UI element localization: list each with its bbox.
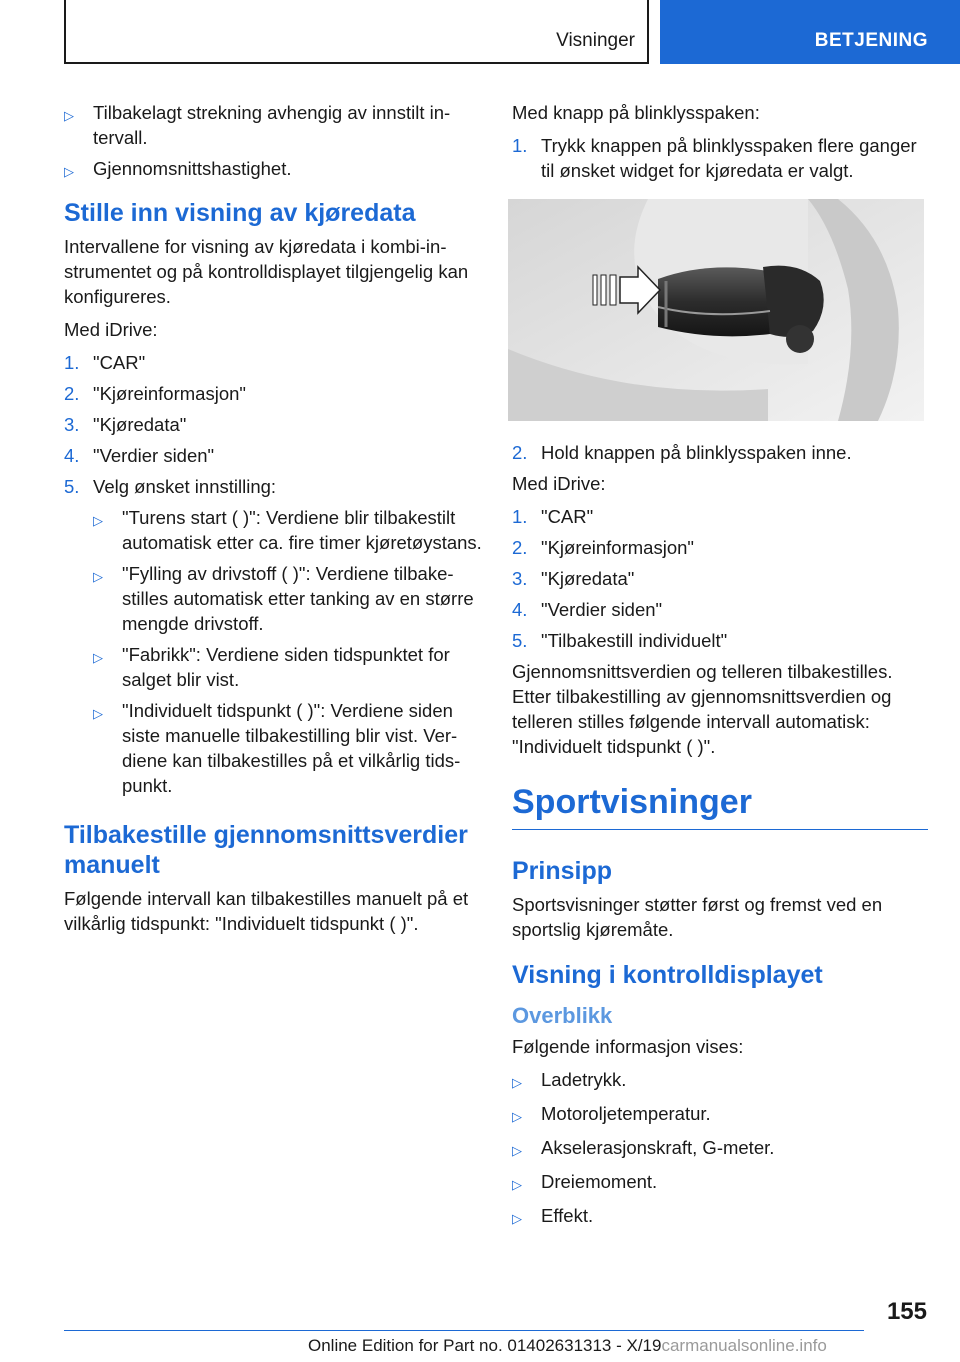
paragraph: Sportsvisninger støtter først og fremst ved en sportslig kjøremåte. <box>512 894 883 940</box>
footer-text: Online Edition for Part no. 01402631313 - X/19 <box>308 1336 662 1355</box>
step-item: 2. Hold knappen på blinklysspaken inne. <box>512 442 852 463</box>
footer-divider <box>64 1330 864 1331</box>
triangle-bullet-icon: ▷ <box>64 108 74 123</box>
paragraph: Følgende intervall kan tilbakestilles manuelt på et vilkårlig tidspunkt: "Individuelt tidspunkt ( )". <box>64 888 469 934</box>
list-item: ▷ "Turens start ( )": Verdiene blir tilbakestilt automatisk etter ca. fire timer kjøretøystans. <box>93 507 482 553</box>
footer-watermark: carmanualsonline.info <box>661 1336 827 1355</box>
step-item: 4. "Verdier siden" <box>64 445 215 466</box>
step-item: 5. Velg ønsket innstilling: <box>64 476 277 497</box>
step-item: 1. "CAR" <box>512 506 594 527</box>
turn-signal-lever-photo <box>508 199 924 421</box>
heading-sportvisninger: Sportvisninger <box>512 781 928 830</box>
sub-list <box>64 505 484 798</box>
step-item: 1. Trykk knappen på blinklysspaken flere ganger til ønsket widget for kjøredata er valgt. <box>512 135 917 181</box>
list-item: ▷ Dreiemoment. <box>512 1169 928 1197</box>
list-item: ▷ Tilbakelagt strekning avhengig av innstilt intervall. <box>64 102 451 148</box>
triangle-bullet-icon: ▷ <box>512 1109 522 1124</box>
triangle-bullet-icon: ▷ <box>512 1177 522 1192</box>
info-label: Følgende informasjon vises: <box>512 1036 744 1057</box>
list-item: ▷ Effekt. <box>512 1203 928 1231</box>
list-item: ▷ "Individuelt tidspunkt ( )": Verdiene siden siste manuelle tilbakestilling blir vist. Verdiene kan tilbakestilles på et vilkårlig tidspunkt. <box>93 700 461 796</box>
right-column <box>512 100 928 1237</box>
triangle-bullet-icon: ▷ <box>512 1143 522 1158</box>
heading-visning: Visning i kontrolldisplayet <box>512 961 823 989</box>
triangle-bullet-icon: ▷ <box>64 164 74 179</box>
knapp-label: Med knapp på blinklysspaken: <box>512 102 760 123</box>
list-item: ▷ Gjennomsnittshastighet. <box>64 156 484 184</box>
header-section: BETJENING <box>814 30 928 51</box>
triangle-bullet-icon: ▷ <box>93 706 103 721</box>
triangle-bullet-icon: ▷ <box>512 1075 522 1090</box>
footer <box>308 1336 827 1356</box>
step-item: 4. "Verdier siden" <box>512 599 663 620</box>
paragraph: Gjennomsnittsverdien og telleren tilbakestilles. Etter tilbakestilling av gjennomsnittsverdien og telleren stilles følgende intervall automatisk: "Individuelt tidspunkt ( )". <box>512 661 893 757</box>
step-item: 2. "Kjøreinformasjon" <box>512 537 694 558</box>
page-number: 155 <box>886 1298 927 1325</box>
left-column <box>64 100 484 944</box>
list-item: ▷ "Fabrikk": Verdiene siden tidspunktet for salget blir vist. <box>93 644 450 690</box>
list-item: ▷ "Fylling av drivstoff ( )": Verdiene tilbakestilles automatisk etter tanking av en større mengde drivstoff. <box>93 563 474 634</box>
step-item: 5. "Tilbakestill individuelt" <box>512 630 728 651</box>
heading-stille-inn: Stille inn visning av kjøredata <box>64 199 416 227</box>
step-item: 3. "Kjøredata" <box>512 568 635 589</box>
triangle-bullet-icon: ▷ <box>512 1211 522 1226</box>
idrive-label: Med iDrive: <box>64 319 158 340</box>
idrive-label: Med iDrive: <box>512 473 606 494</box>
heading-overblikk: Overblikk <box>512 1003 613 1028</box>
list-item: ▷ Akselerasjonskraft, G-meter. <box>512 1135 928 1163</box>
header-title-box <box>64 0 649 64</box>
triangle-bullet-icon: ▷ <box>93 569 103 584</box>
list-item: ▷ Ladetrykk. <box>512 1067 928 1095</box>
heading-prinsipp: Prinsipp <box>512 857 613 885</box>
heading-tilbakestille: Tilbakestille gjennomsnittsverdier manuelt <box>64 821 468 879</box>
step-item: 3. "Kjøredata" <box>64 414 187 435</box>
header-section-box <box>660 0 960 64</box>
list-item: ▷ Motoroljetemperatur. <box>512 1101 928 1129</box>
step-item: 2. "Kjøreinformasjon" <box>64 383 246 404</box>
triangle-bullet-icon: ▷ <box>93 513 103 528</box>
header-title: Visninger <box>556 30 635 51</box>
paragraph: Intervallene for visning av kjøredata i kombi-instrumentet og på kontrolldisplayet tilgjengelig kan konfigureres. <box>64 236 469 307</box>
triangle-bullet-icon: ▷ <box>93 650 103 665</box>
step-item: 1. "CAR" <box>64 352 146 373</box>
